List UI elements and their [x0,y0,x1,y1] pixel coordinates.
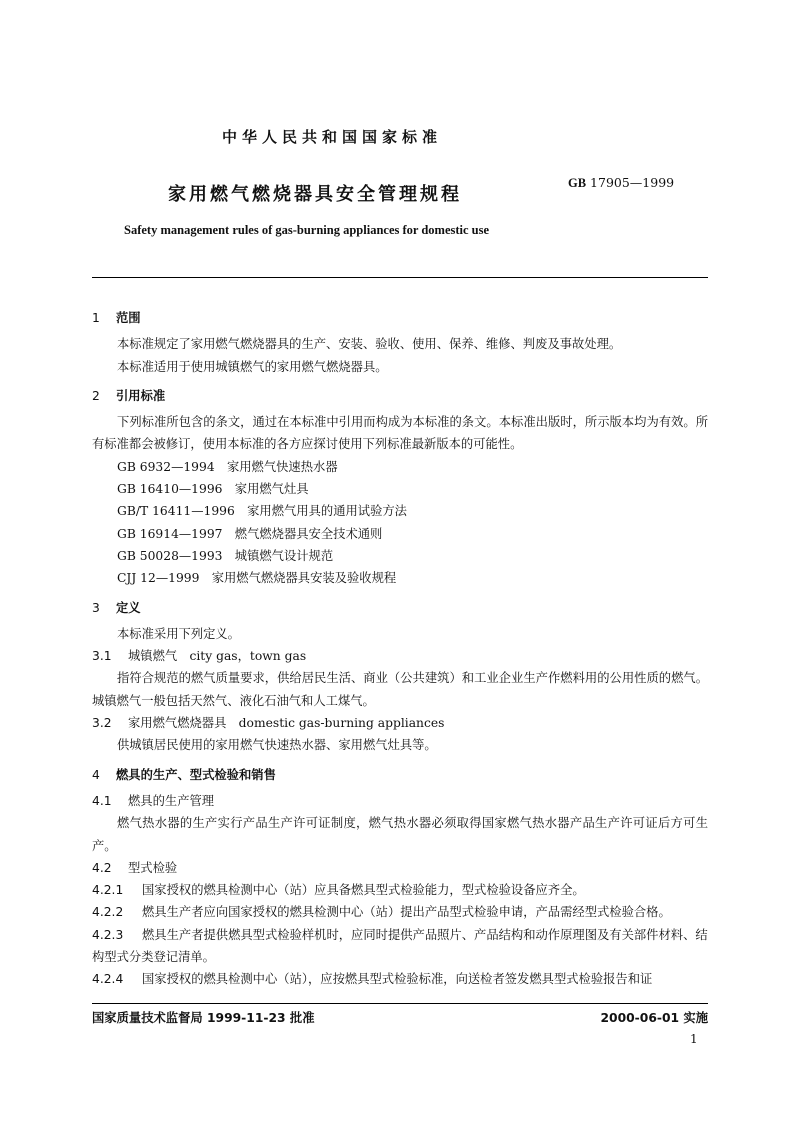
document-body [92,300,708,991]
section-2-heading [92,385,708,407]
section-number: 4 [92,767,100,782]
clause-4-1 [92,790,708,812]
clause-text: 燃具生产者提供燃具型式检验样机时，应同时提供产品照片、产品结构和动作原理图及有关部件材料、结构型式分类登记清单。 [92,927,708,965]
clause-4-2-1 [92,879,708,901]
paragraph: 燃气热水器的生产实行产品生产许可证制度，燃气热水器必须取得国家燃气热水器产品生产许可证后方可生产。 [92,816,708,853]
section-title: 引用标准 [116,388,166,403]
section-number: 2 [92,388,100,403]
clause-title: 型式检验 [128,860,178,875]
english-title: Safety management rules of gas-burning appliances for domestic use [124,223,490,237]
clause-number: 4.1 [92,793,112,808]
reference-item: GB 6932—1994 家用燃气快速热水器 [117,459,338,474]
standard-number-value: 17905—1999 [590,175,675,190]
header-divider [92,277,708,278]
paragraph: 下列标准所包含的条文，通过在本标准中引用而构成为本标准的条文。本标准出版时，所示版本均为有效。所有标准都会被修订，使用本标准的各方应探讨使用下列标准最新版本的可能性。 [92,415,708,452]
clause-number: 4.2.4 [92,972,124,987]
reference-item: GB 50028—1993 城镇燃气设计规范 [117,548,334,563]
reference-item: GB 16914—1997 燃气燃烧器具安全技术通则 [117,526,383,541]
reference-item: CJJ 12—1999 家用燃气燃烧器具安装及验收规程 [117,571,397,586]
paragraph: 本标准适用于使用城镇燃气的家用燃气燃烧器具。 [117,359,388,374]
clause-4-2-3 [92,924,708,969]
section-number: 1 [92,311,100,325]
clause-number: 4.2.1 [92,883,124,898]
document-title: 家用燃气燃烧器具安全管理规程 [168,184,462,205]
approval-line: 国家质量技术监督局 1999-11-23 批准 [92,1011,315,1025]
clause-text: 国家授权的燃具检测中心（站），应按燃具型式检验标准，向送检者签发燃具型式检验报告和证 [142,972,653,987]
standard-prefix: GB [568,176,587,190]
clause-number: 3.2 [92,716,112,731]
paragraph: 供城镇居民使用的家用燃气快速热水器、家用燃气灶具等。 [117,738,437,753]
clause-4-2 [92,857,708,879]
clause-4-2-2 [92,901,708,923]
page-number: 1 [690,1032,698,1046]
national-standard-heading: 中华人民共和国国家标准 [221,128,442,146]
clause-number: 4.2.3 [92,927,124,942]
footer-divider [92,1003,708,1004]
section-title: 定义 [116,600,141,615]
paragraph: 本标准采用下列定义。 [117,626,240,641]
definition-3-2 [92,712,708,734]
implementation-date: 2000-06-01 实施 [600,1011,708,1025]
clause-number: 3.1 [92,649,112,664]
section-3-heading [92,597,708,619]
clause-title: 燃具的生产管理 [128,793,215,808]
reference-item: GB/T 16411—1996 家用燃气用具的通用试验方法 [117,504,407,519]
standard-number [568,175,674,191]
clause-text: 国家授权的燃具检测中心（站）应具备燃具型式检验能力，型式检验设备应齐全。 [142,883,585,898]
definition-term: 家用燃气燃烧器具 domestic gas-burning appliances [128,716,445,731]
reference-item: GB 16410—1996 家用燃气灶具 [117,482,309,497]
definition-term: 城镇燃气 city gas，town gas [128,649,307,664]
clause-number: 4.2.2 [92,905,124,920]
clause-4-2-4 [92,968,708,990]
definition-3-1 [92,645,708,667]
section-title: 燃具的生产、型式检验和销售 [116,767,276,782]
section-title: 范围 [116,311,141,325]
section-number: 3 [92,600,100,615]
section-1-heading [92,307,708,329]
clause-number: 4.2 [92,860,112,875]
clause-text: 燃具生产者应向国家授权的燃具检测中心（站）提出产品型式检验申请，产品需经型式检验合格。 [142,905,671,920]
section-4-heading [92,764,708,786]
paragraph: 指符合规范的燃气质量要求，供给居民生活、商业（公共建筑）和工业企业生产作燃料用的公用性质的燃气。城镇燃气一般包括天然气、液化石油气和人工煤气。 [92,671,708,708]
paragraph: 本标准规定了家用燃气燃烧器具的生产、安装、验收、使用、保养、维修、判废及事故处理。 [117,337,622,352]
